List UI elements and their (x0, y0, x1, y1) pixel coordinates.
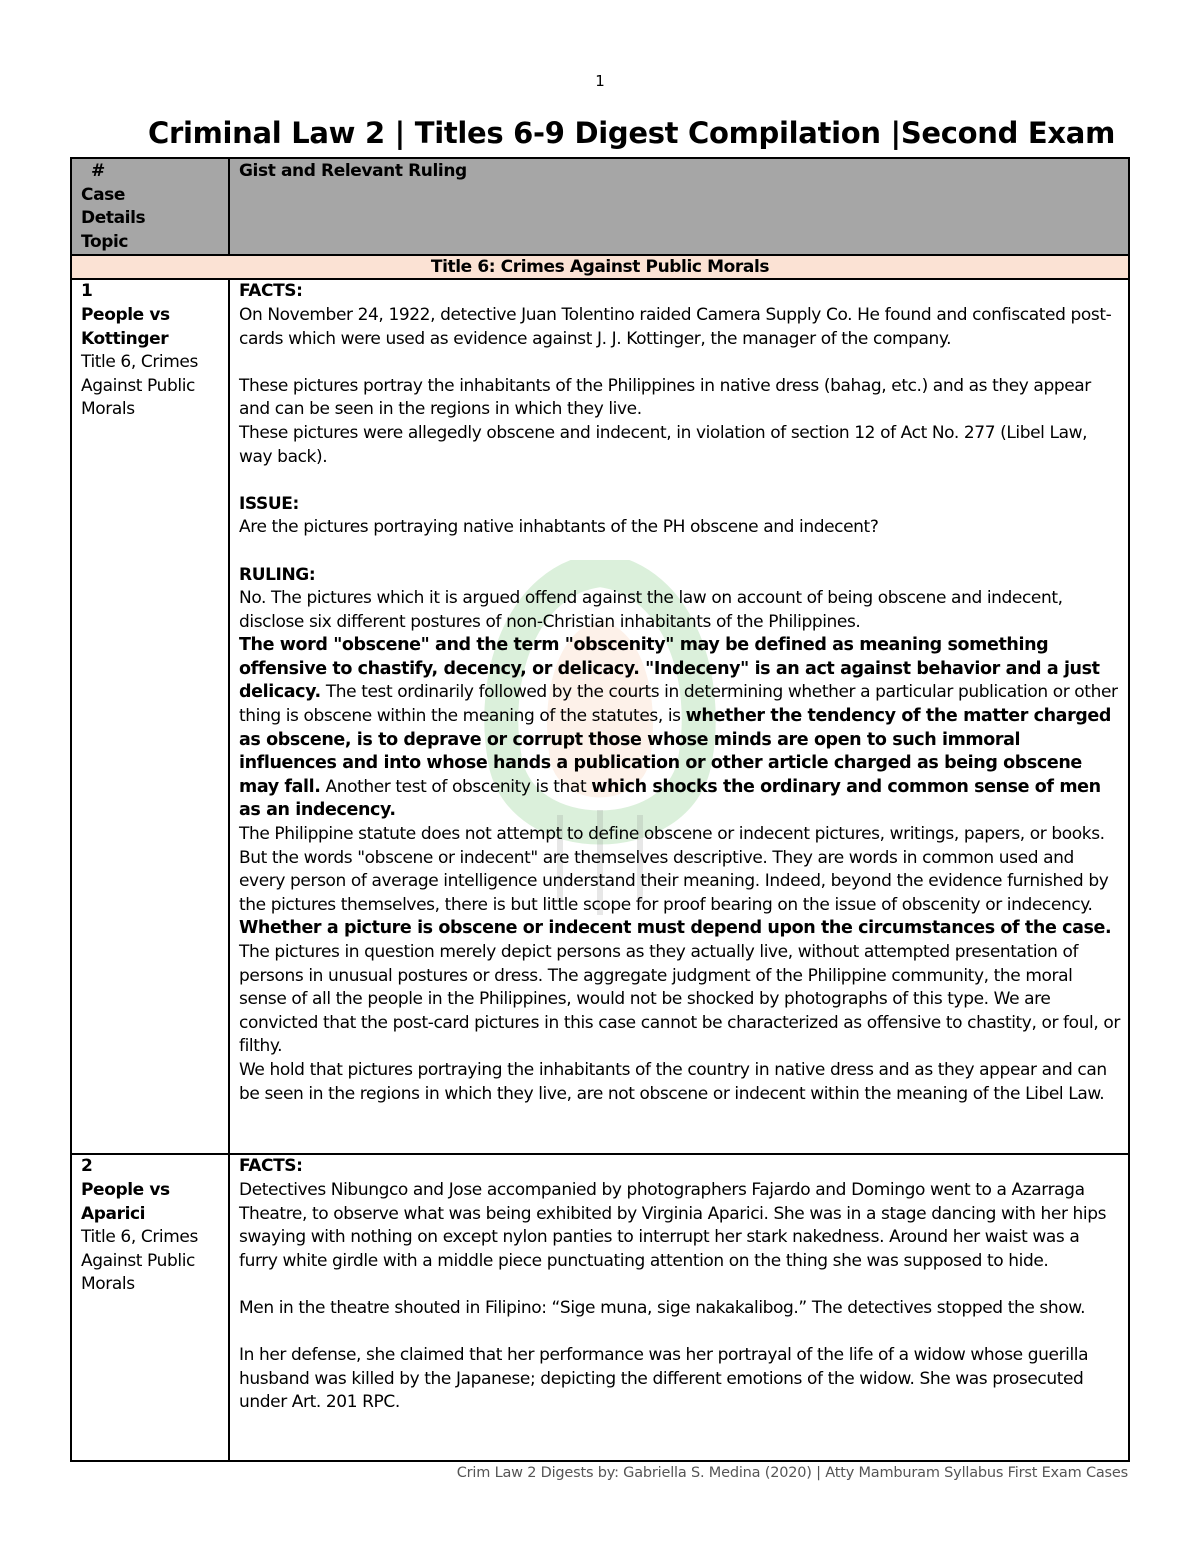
ruling-bold: Whether a picture is obscene or indecent must depend upon the circumstances of the case. (239, 918, 1112, 939)
table-row (71, 1154, 1129, 1461)
digest-table (70, 157, 1130, 1462)
case-gist (229, 279, 1129, 1154)
facts-paragraph: These pictures portray the inhabitants of the Philippines in native dress (bahag, etc.) and as they appear and can be seen in the regions in which they live. (239, 375, 1091, 420)
ruling-paragraph: We hold that pictures portraying the inhabitants of the country in native dress and as they appear and can be seen in the regions in which they live, are not obscene or indecent within the meaning of the Libel Law. (239, 1059, 1107, 1104)
issue-text: Are the pictures portraying native inhabtants of the PH obscene and indecent? (239, 517, 879, 538)
ruling-paragraph (239, 634, 1122, 823)
table-row (71, 279, 1129, 1154)
ruling-paragraph (239, 823, 1122, 941)
case-topic: Title 6, Crimes Against Public Morals (81, 352, 198, 420)
facts-label: FACTS: (239, 1156, 303, 1177)
table-header-row (71, 158, 1129, 255)
ruling-label: RULING: (239, 564, 316, 585)
ruling-bold: The word "obscene" and the term "obscenity" may be defined as meaning something offensive to chastify, decency, or delicacy. "Indeceny" is an act against behavior and a just delicacy. (239, 635, 1100, 703)
page-number: 1 (595, 72, 605, 90)
issue-label: ISSUE: (239, 493, 299, 514)
header-case-details (71, 158, 229, 255)
header-hash: # (91, 161, 105, 181)
document-title: Criminal Law 2 | Titles 6-9 Digest Compilation |Second Exam (148, 116, 1115, 150)
section-title: Title 6: Crimes Against Public Morals (71, 255, 1129, 279)
case-number: 1 (81, 281, 93, 302)
ruling-paragraph: The pictures in question merely depict persons as they actually live, without attempted presentation of persons in unusual postures or dress. The aggregate judgment of the Philippine community, the moral sense of all the people in the Philippines, would not be shocked by photographs of this type. We are convicted that the post-card pictures in this case cannot be characterized as offensive to chastity, or foul, or filthy. (239, 942, 1120, 1057)
facts-paragraph: On November 24, 1922, detective Juan Tolentino raided Camera Supply Co. He found and confiscated post-cards which were used as evidence against J. J. Kottinger, the manager of the company. (239, 304, 1112, 349)
case-details (71, 279, 229, 1154)
ruling-bold: which shocks the ordinary and common sense of men as an indecency. (239, 776, 1101, 821)
header-topic: Topic (81, 231, 129, 252)
page-footer: Crim Law 2 Digests by: Gabriella S. Medina (2020) | Atty Mamburam Syllabus First Exam Cases (456, 1465, 1128, 1481)
header-case: Case (81, 184, 125, 205)
header-details: Details (81, 208, 146, 229)
facts-paragraph: These pictures were allegedly obscene and indecent, in violation of section 12 of Act No. 277 (Libel Law, way back). (239, 422, 1088, 467)
case-name: People vs Aparici (81, 1179, 170, 1224)
ruling-paragraph: No. The pictures which it is argued offend against the law on account of being obscene and indecent, disclose six different postures of non-Christian inhabitants of the Philippines. (239, 588, 1063, 632)
case-gist (229, 1154, 1129, 1461)
case-name: People vs Kottinger (81, 304, 170, 349)
case-details (71, 1154, 229, 1461)
ruling-bold: whether the tendency of the matter charged as obscene, is to deprave or corrupt those whose minds are open to such immoral influences and into whose hands a publication or other article charged as being obscene may fall. (239, 706, 1112, 797)
header-gist: Gist and Relevant Ruling (229, 158, 1129, 255)
facts-paragraph: Men in the theatre shouted in Filipino: “Sige muna, sige nakakalibog.” The detectives stopped the show. (239, 1297, 1086, 1318)
facts-label: FACTS: (239, 281, 303, 302)
section-row (71, 255, 1129, 279)
ruling-text: Another test of obscenity is that (320, 776, 592, 797)
ruling-text: The test ordinarily followed by the courts in determining whether a particular publication or other thing is obscene within the meaning of the statutes, is (239, 682, 1118, 727)
facts-paragraph: In her defense, she claimed that her performance was her portrayal of the life of a widow whose guerilla husband was killed by the Japanese; depicting the different emotions of the widow. She was prosecuted under Art. 201 RPC. (239, 1345, 1089, 1413)
case-number: 2 (81, 1156, 93, 1177)
facts-paragraph: Detectives Nibungco and Jose accompanied by photographers Fajardo and Domingo went to a Azarraga Theatre, to observe what was being exhibited by Virginia Aparici. She was in a stage dancing with her hips swaying with nothing on except nylon panties to interrupt her stark nakedness. Around her waist was a furry white girdle with a middle piece punctuating attention on the thing she was supposed to hide. (239, 1179, 1107, 1271)
case-topic: Title 6, Crimes Against Public Morals (81, 1227, 198, 1295)
ruling-text: The Philippine statute does not attempt to define obscene or indecent pictures, writings, papers, or books. But the words "obscene or indecent" are themselves descriptive. They are words in common used and every person of average intelligence understand their meaning. Indeed, beyond the evidence furnished by the pictures themselves, there is but little scope for proof bearing on the issue of obscenity or indecency. (239, 824, 1109, 915)
